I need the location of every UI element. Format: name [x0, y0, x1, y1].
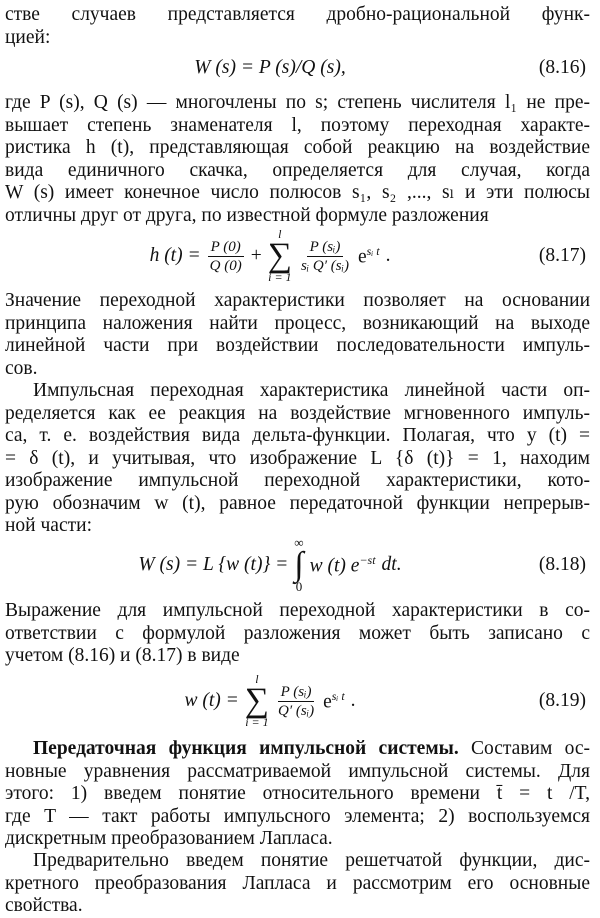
- equation-8-19: [0, 670, 600, 732]
- integral: [294, 536, 303, 594]
- exponential: $e^{sᵢ t}$: [323, 688, 345, 713]
- equation-8-16-body: W (s) = P (s)/Q (s),: [194, 57, 346, 78]
- paragraph-2: [5, 92, 590, 227]
- integral-upper-limit: ∞: [294, 535, 304, 550]
- sum-lower-limit: i = 1: [245, 715, 269, 729]
- period: .: [385, 245, 391, 266]
- text-line: учетом (8.16) и (8.17) в виде: [5, 645, 240, 666]
- fraction: [275, 683, 317, 720]
- text-line: вышает степень знаменателя l, поэтому переходная характе-: [5, 114, 590, 136]
- fraction: [207, 238, 245, 275]
- paragraph-1: [5, 4, 590, 49]
- eq-lhs: h (t) =: [149, 245, 201, 266]
- text-line: принципа наложения найти процесс, возникающий на выходе: [5, 312, 590, 334]
- text-line: Импульсная переходная характеристика линейной части оп-: [33, 380, 590, 401]
- text-line: цией:: [5, 26, 51, 48]
- text-line: ответствии с формулой разложения может быть записано с: [5, 622, 590, 644]
- text-line: = δ (t), и учитывая, что изображение L {δ (t)} = 1, находим: [5, 447, 590, 469]
- text-line: дискретным преобразованием Лапласа.: [5, 828, 333, 849]
- exponent: sᵢ t: [331, 688, 345, 703]
- equation-number: (8.16): [538, 57, 586, 78]
- paragraph-4: [5, 380, 590, 538]
- paragraph-3: [5, 290, 590, 380]
- exponent: −st: [359, 552, 376, 567]
- integrand: w (t) $e^{-st}$: [309, 552, 376, 577]
- fraction-numerator: P (0): [208, 238, 244, 257]
- equation-number: (8.18): [538, 554, 586, 575]
- text-line: Выражение для импульсной переходной характеристики в со-: [5, 600, 590, 621]
- fraction-numerator: P (sᵢ): [307, 238, 344, 257]
- sum-upper-limit: l: [278, 227, 282, 241]
- integral-symbol: ∫: [294, 546, 304, 583]
- text-line: Передаточная функция импульсной системы. Составим ос-: [33, 738, 590, 759]
- text-line: кретного преобразования Лапласа и рассмотрим его основные: [5, 872, 590, 894]
- integral-lower-limit: 0: [295, 579, 303, 594]
- text-line: новные уравнения рассматриваемой импульсной системы. Для: [5, 760, 590, 782]
- text-line: где T — такт работы импульсного элемента; 2) воспользуемся: [5, 805, 590, 827]
- period: .: [350, 690, 356, 711]
- summation: [245, 673, 269, 729]
- text-line: W (s) имеет конечное число полюсов s₁, s₂ ,..., sₗ и эти полюсы: [5, 182, 590, 203]
- eq-lhs: w (t) =: [184, 690, 239, 711]
- exponential: $e^{sᵢ t}$: [358, 243, 380, 268]
- text-line: ристика h (t), представляющая собой реакцию на воздействие: [5, 137, 590, 158]
- paragraph-5: [5, 600, 590, 668]
- paragraph-6: [5, 738, 590, 851]
- text-line: стве случаев представляется дробно-рациональной функ-: [5, 4, 590, 25]
- text-line: ной части:: [5, 515, 92, 536]
- plus-sign: +: [250, 245, 262, 266]
- text-line: са, т. е. воздействия вида дельта-функции. Полагая, что y (t) =: [5, 425, 590, 446]
- fraction: [298, 238, 352, 275]
- text-line: где P (s), Q (s) — многочлены по s; степень числителя l₁ не пре-: [5, 92, 590, 113]
- fraction-numerator: P (sᵢ): [278, 683, 315, 702]
- text-line: отличны друг от друга, по известной формуле разложения: [5, 204, 489, 226]
- text-line: вида единичного скачка, определяется для случая, когда: [5, 159, 590, 181]
- sigma-symbol: ∑: [244, 682, 270, 719]
- sum-upper-limit: l: [255, 672, 259, 686]
- equation-number: (8.17): [538, 245, 586, 266]
- eq-lhs: W (s) = L {w (t)} =: [138, 554, 289, 575]
- section-heading: Передаточная функция импульсной системы.: [33, 738, 459, 759]
- differential: dt.: [381, 554, 402, 575]
- text-line: ределяется как ее реакция на воздействие мгновенного импуль-: [5, 402, 590, 424]
- text-line: этого: 1) введем понятие относительного времени t̄ = t /T,: [5, 783, 590, 804]
- text-line: рую обозначим w (t), равное передаточной функции непрерыв-: [5, 492, 590, 514]
- sum-lower-limit: i = 1: [268, 270, 292, 284]
- text-line: линейной части при воздействии последовательности импуль-: [5, 335, 590, 356]
- exponent: sᵢ t: [366, 243, 380, 258]
- text-line: Значение переходной характеристики позволяет на основании: [5, 290, 590, 311]
- equation-8-18: [0, 532, 600, 598]
- paragraph-7: [5, 850, 590, 918]
- sigma-symbol: ∑: [267, 237, 292, 274]
- fraction-denominator: Q′ (sᵢ): [278, 702, 315, 719]
- fraction-denominator: Q (0): [209, 257, 242, 274]
- text-line: Предварительно введем понятие решетчатой функции, дис-: [33, 850, 590, 871]
- text-line: изображение импульсной переходной характеристики, кото-: [5, 470, 590, 491]
- equation-8-17: [0, 228, 600, 284]
- fraction-denominator: sᵢ Q′ (sᵢ): [300, 257, 349, 274]
- equation-8-16: [0, 46, 600, 90]
- text-line: сов.: [5, 357, 38, 379]
- text-line: свойства.: [5, 895, 83, 916]
- summation: [268, 228, 292, 284]
- equation-number: (8.19): [538, 690, 586, 711]
